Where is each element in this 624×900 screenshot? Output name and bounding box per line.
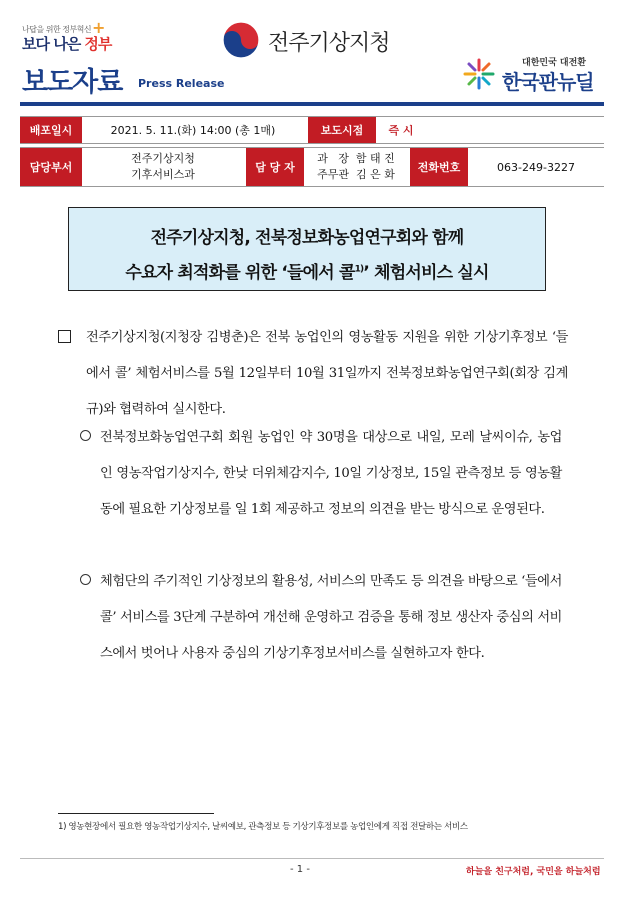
footer-slogan: 하늘을 친구처럼, 국민을 하늘처럼 [466,867,601,877]
headline-line-2-text: 수요자 최적화를 위한 ‘들에서 콜 [125,263,355,283]
release-value: 2021. 5. 11.(화) 14:00 (총 1매) [110,124,276,137]
gov-logo-text-b: 정부 [84,35,112,53]
newdeal-star-icon [462,57,496,91]
dept-line-2: 기후서비스과 [131,168,195,181]
footnote-divider [58,813,214,814]
info-row-contact [20,147,604,187]
dept-label: 담당부서 [20,148,82,186]
circle-bullet-icon [80,430,91,441]
headline-line-2-end: ’ 체험서비스 실시 [363,263,489,283]
footer-divider [20,858,604,859]
agency-name: 전주기상지청 [268,31,390,56]
gov-logo-tagline: 나답을 위한 정부혁신 [22,25,92,34]
header-divider [20,102,604,106]
footnote-marker: 1) [354,264,364,275]
footnote: 1) 영농현장에서 필요한 영농작업기상지수, 날씨예보, 관측정보 등 기상기후정보를 농업인에게 직접 전달하는 서비스 [58,822,468,832]
release-label: 배포일시 [20,117,82,143]
sub-paragraph-1: 전북정보화농업연구회 회원 농업인 약 30명을 대상으로 내일, 모레 날씨이슈, 농업인 영농작업기상지수, 한낮 더위체감지수, 10일 기상정보, 15일 관측정보 등 영농활동에 필요한 기상정보를 일 1회 제공하고 정보의 의견을 받는 방식으로 운영된다. [100,430,562,517]
phone-value: 063-249-3227 [497,160,575,174]
headline-box [68,207,546,291]
plus-icon: + [92,18,106,37]
headline-line-2 [69,258,545,283]
circle-bullet-icon [80,574,91,585]
newdeal-subtitle: 대한민국 대전환 [522,58,586,68]
embargo-label: 보도시점 [308,117,376,143]
staff-value [304,148,408,186]
embargo-value: 즉 시 [388,124,414,137]
staff-label: 담 당 자 [246,148,304,186]
square-bullet-icon [58,330,71,343]
staff-line-2: 주무관 김 은 화 [317,168,395,181]
page-number: - 1 - [290,864,310,875]
taegeuk-emblem-icon [222,21,260,59]
info-row-release [20,116,604,144]
dept-value [82,148,244,186]
staff-line-1: 과 장 함 태 진 [317,152,395,165]
sub-paragraph-2: 체험단의 주기적인 기상정보의 활용성, 서비스의 만족도 등 의견을 바탕으로 ‘들에서 콜’ 서비스를 3단계 구분하여 개선해 운영하고 검증을 통해 정보 생산자 중심의 서비스에서 벗어나 사용자 중심의 기상기후정보서비스를 실현하고자 한다. [100,574,562,661]
newdeal-title: 한국판뉴딜 [502,70,594,94]
press-subtitle: Press Release [138,77,225,90]
phone-label: 전화번호 [410,148,468,186]
gov-logo-text-a: 보다 나은 [22,35,85,53]
headline-line-1: 전주기상지청, 전북정보화농업연구회와 함께 [150,228,464,248]
main-paragraph: 전주기상지청(지청장 김병춘)은 전북 농업인의 영농활동 지원을 위한 기상기후정보 ‘들에서 콜’ 체험서비스를 5월 12일부터 10월 31일까지 전북정보화농업연구회(회장 김계규)와 협력하여 실시한다. [86,330,568,417]
dept-line-1: 전주기상지청 [131,152,195,165]
press-title: 보도자료 [22,67,123,98]
